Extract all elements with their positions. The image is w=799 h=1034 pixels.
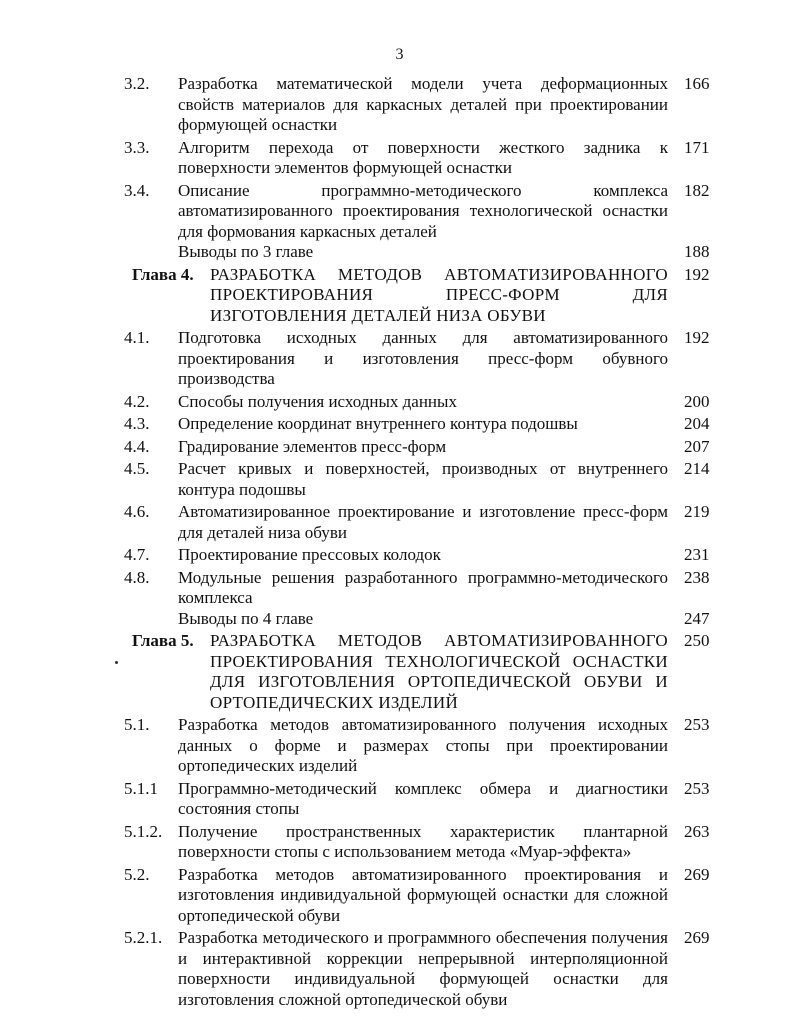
toc-entry-page: 253 xyxy=(684,778,710,798)
toc-entry-chapter-5 xyxy=(124,631,720,713)
toc-entry-number: 4.4. xyxy=(124,436,150,456)
toc-chapter-number: Глава 5. xyxy=(132,631,194,650)
toc-entry-title: Программно-методический комплекс обмера и диагностики состояния стопы xyxy=(178,778,668,818)
toc-entry-number: 4.6. xyxy=(124,502,150,521)
toc-entry-title: Разработка методического и программного обеспечения получения и интерактивной коррекции непрерывной интерполяционной поверхности индивидуальной формующей оснастки для изготовления сложной ортопедической обуви xyxy=(178,928,668,1009)
toc-entry-4-3 xyxy=(124,414,720,435)
toc-entry-number: 4.2. xyxy=(124,391,150,411)
toc-entry-title: Градирование элементов пресс-форм xyxy=(178,436,447,456)
toc-entry-conclusions-3 xyxy=(124,242,720,263)
scan-speck xyxy=(115,661,118,664)
toc-entry-page: 182 xyxy=(684,180,710,200)
toc-entry-page: 214 xyxy=(684,459,710,478)
toc-entry-title: Описание программно-методического комплекса автоматизированного проектирования технологической оснастки для формования каркасных деталей xyxy=(178,180,668,241)
toc-entry-page: 238 xyxy=(684,567,710,587)
toc-entry-number: 3.4. xyxy=(124,180,150,200)
toc-entry-title: Проектирование прессовых колодок xyxy=(178,545,441,564)
toc-entry-page: 263 xyxy=(684,821,710,841)
toc-entry-page: 188 xyxy=(684,242,710,261)
toc-entry-title: Расчет кривых и поверхностей, производных от внутреннего контура подошвы xyxy=(178,459,668,499)
table-of-contents xyxy=(124,74,720,1010)
toc-entry-page: 247 xyxy=(684,608,710,628)
toc-entry-title: Модульные решения разработанного программно-методического комплекса xyxy=(178,567,668,607)
toc-entry-5-2 xyxy=(124,865,720,927)
toc-entry-title: Автоматизированное проектирование и изготовление пресс-форм для деталей низа обуви xyxy=(178,502,668,542)
toc-entry-number: 5.1. xyxy=(124,715,150,734)
toc-entry-page: 192 xyxy=(684,264,710,284)
toc-chapter-title: РАЗРАБОТКА МЕТОДОВ АВТОМАТИЗИРОВАННОГО ПРОЕКТИРОВАНИЯ ТЕХНОЛОГИЧЕСКОЙ ОСНАСТКИ ДЛЯ ИЗГОТОВЛЕНИЯ ОРТОПЕДИЧЕСКОЙ ОБУВИ И ОРТОПЕДИЧЕСКИХ ИЗДЕЛИЙ xyxy=(210,631,668,712)
toc-entry-chapter-4 xyxy=(124,265,720,327)
toc-entry-page: 269 xyxy=(684,864,710,884)
toc-entry-5-1 xyxy=(124,715,720,777)
toc-entry-number: 5.1.2. xyxy=(124,821,163,841)
toc-entry-number: 3.3. xyxy=(124,137,150,157)
toc-entry-title: Способы получения исходных данных xyxy=(178,391,457,411)
toc-entry-title: Подготовка исходных данных для автоматизированного проектирования и изготовления пресс-форм обувного производства xyxy=(178,328,668,388)
toc-entry-title: Разработка методов автоматизированного получения исходных данных о форме и размерах стопы при проектировании ортопедических изделий xyxy=(178,715,668,775)
toc-entry-4-5 xyxy=(124,459,720,500)
toc-entry-number: 3.2. xyxy=(124,74,150,93)
toc-entry-number: 4.7. xyxy=(124,545,150,564)
page-number: 3 xyxy=(395,46,404,63)
toc-entry-page: 192 xyxy=(684,328,710,347)
toc-chapter-title: РАЗРАБОТКА МЕТОДОВ АВТОМАТИЗИРОВАННОГО ПРОЕКТИРОВАНИЯ ПРЕСС-ФОРМ ДЛЯ ИЗГОТОВЛЕНИЯ ДЕТАЛЕЙ НИЗА ОБУВИ xyxy=(210,264,668,325)
toc-entry-number: 4.8. xyxy=(124,567,150,587)
toc-entry-4-8 xyxy=(124,568,720,609)
toc-entry-page: 250 xyxy=(684,631,710,650)
toc-entry-3-4 xyxy=(124,181,720,243)
toc-entry-page: 200 xyxy=(684,391,710,411)
toc-entry-4-7 xyxy=(124,545,720,566)
toc-entry-4-2 xyxy=(124,392,720,413)
toc-entry-page: 166 xyxy=(684,74,710,93)
toc-entry-page: 204 xyxy=(684,414,710,433)
toc-entry-5-1-2 xyxy=(124,822,720,863)
toc-chapter-number: Глава 4. xyxy=(132,264,194,284)
toc-entry-title: Выводы по 3 главе xyxy=(178,242,314,261)
toc-entry-title: Определение координат внутреннего контура подошвы xyxy=(178,414,578,433)
toc-entry-5-1-1 xyxy=(124,779,720,820)
toc-entry-5-2-1 xyxy=(124,928,720,1010)
toc-entry-page: 231 xyxy=(684,545,710,564)
toc-entry-title: Разработка математической модели учета деформационных свойств материалов для каркасных деталей при проектировании формующей оснастки xyxy=(178,74,668,134)
toc-entry-number: 5.2. xyxy=(124,864,150,884)
toc-entry-4-4 xyxy=(124,437,720,458)
toc-entry-page: 219 xyxy=(684,502,710,521)
toc-entry-title: Алгоритм перехода от поверхности жесткого задника к поверхности элементов формующей оснастки xyxy=(178,137,668,177)
toc-entry-3-3 xyxy=(124,138,720,179)
toc-entry-number: 4.3. xyxy=(124,414,150,433)
toc-entry-page: 253 xyxy=(684,715,710,734)
toc-entry-page: 207 xyxy=(684,436,710,456)
toc-entry-page: 171 xyxy=(684,137,710,157)
toc-entry-number: 5.1.1 xyxy=(124,778,158,798)
toc-entry-number: 4.5. xyxy=(124,459,150,478)
toc-entry-number: 5.2.1. xyxy=(124,928,163,947)
toc-entry-conclusions-4 xyxy=(124,609,720,630)
toc-entry-page: 269 xyxy=(684,928,710,947)
toc-entry-title: Разработка методов автоматизированного проектирования и изготовления индивидуальной формующей оснастки для сложной ортопедической обуви xyxy=(178,864,668,925)
toc-entry-title: Выводы по 4 главе xyxy=(178,608,314,628)
toc-entry-4-6 xyxy=(124,502,720,543)
toc-entry-title: Получение пространственных характеристик плантарной поверхности стопы с использованием метода «Муар-эффекта» xyxy=(178,821,668,861)
toc-entry-4-1 xyxy=(124,328,720,390)
toc-entry-number: 4.1. xyxy=(124,328,150,347)
toc-entry-3-2 xyxy=(124,74,720,136)
